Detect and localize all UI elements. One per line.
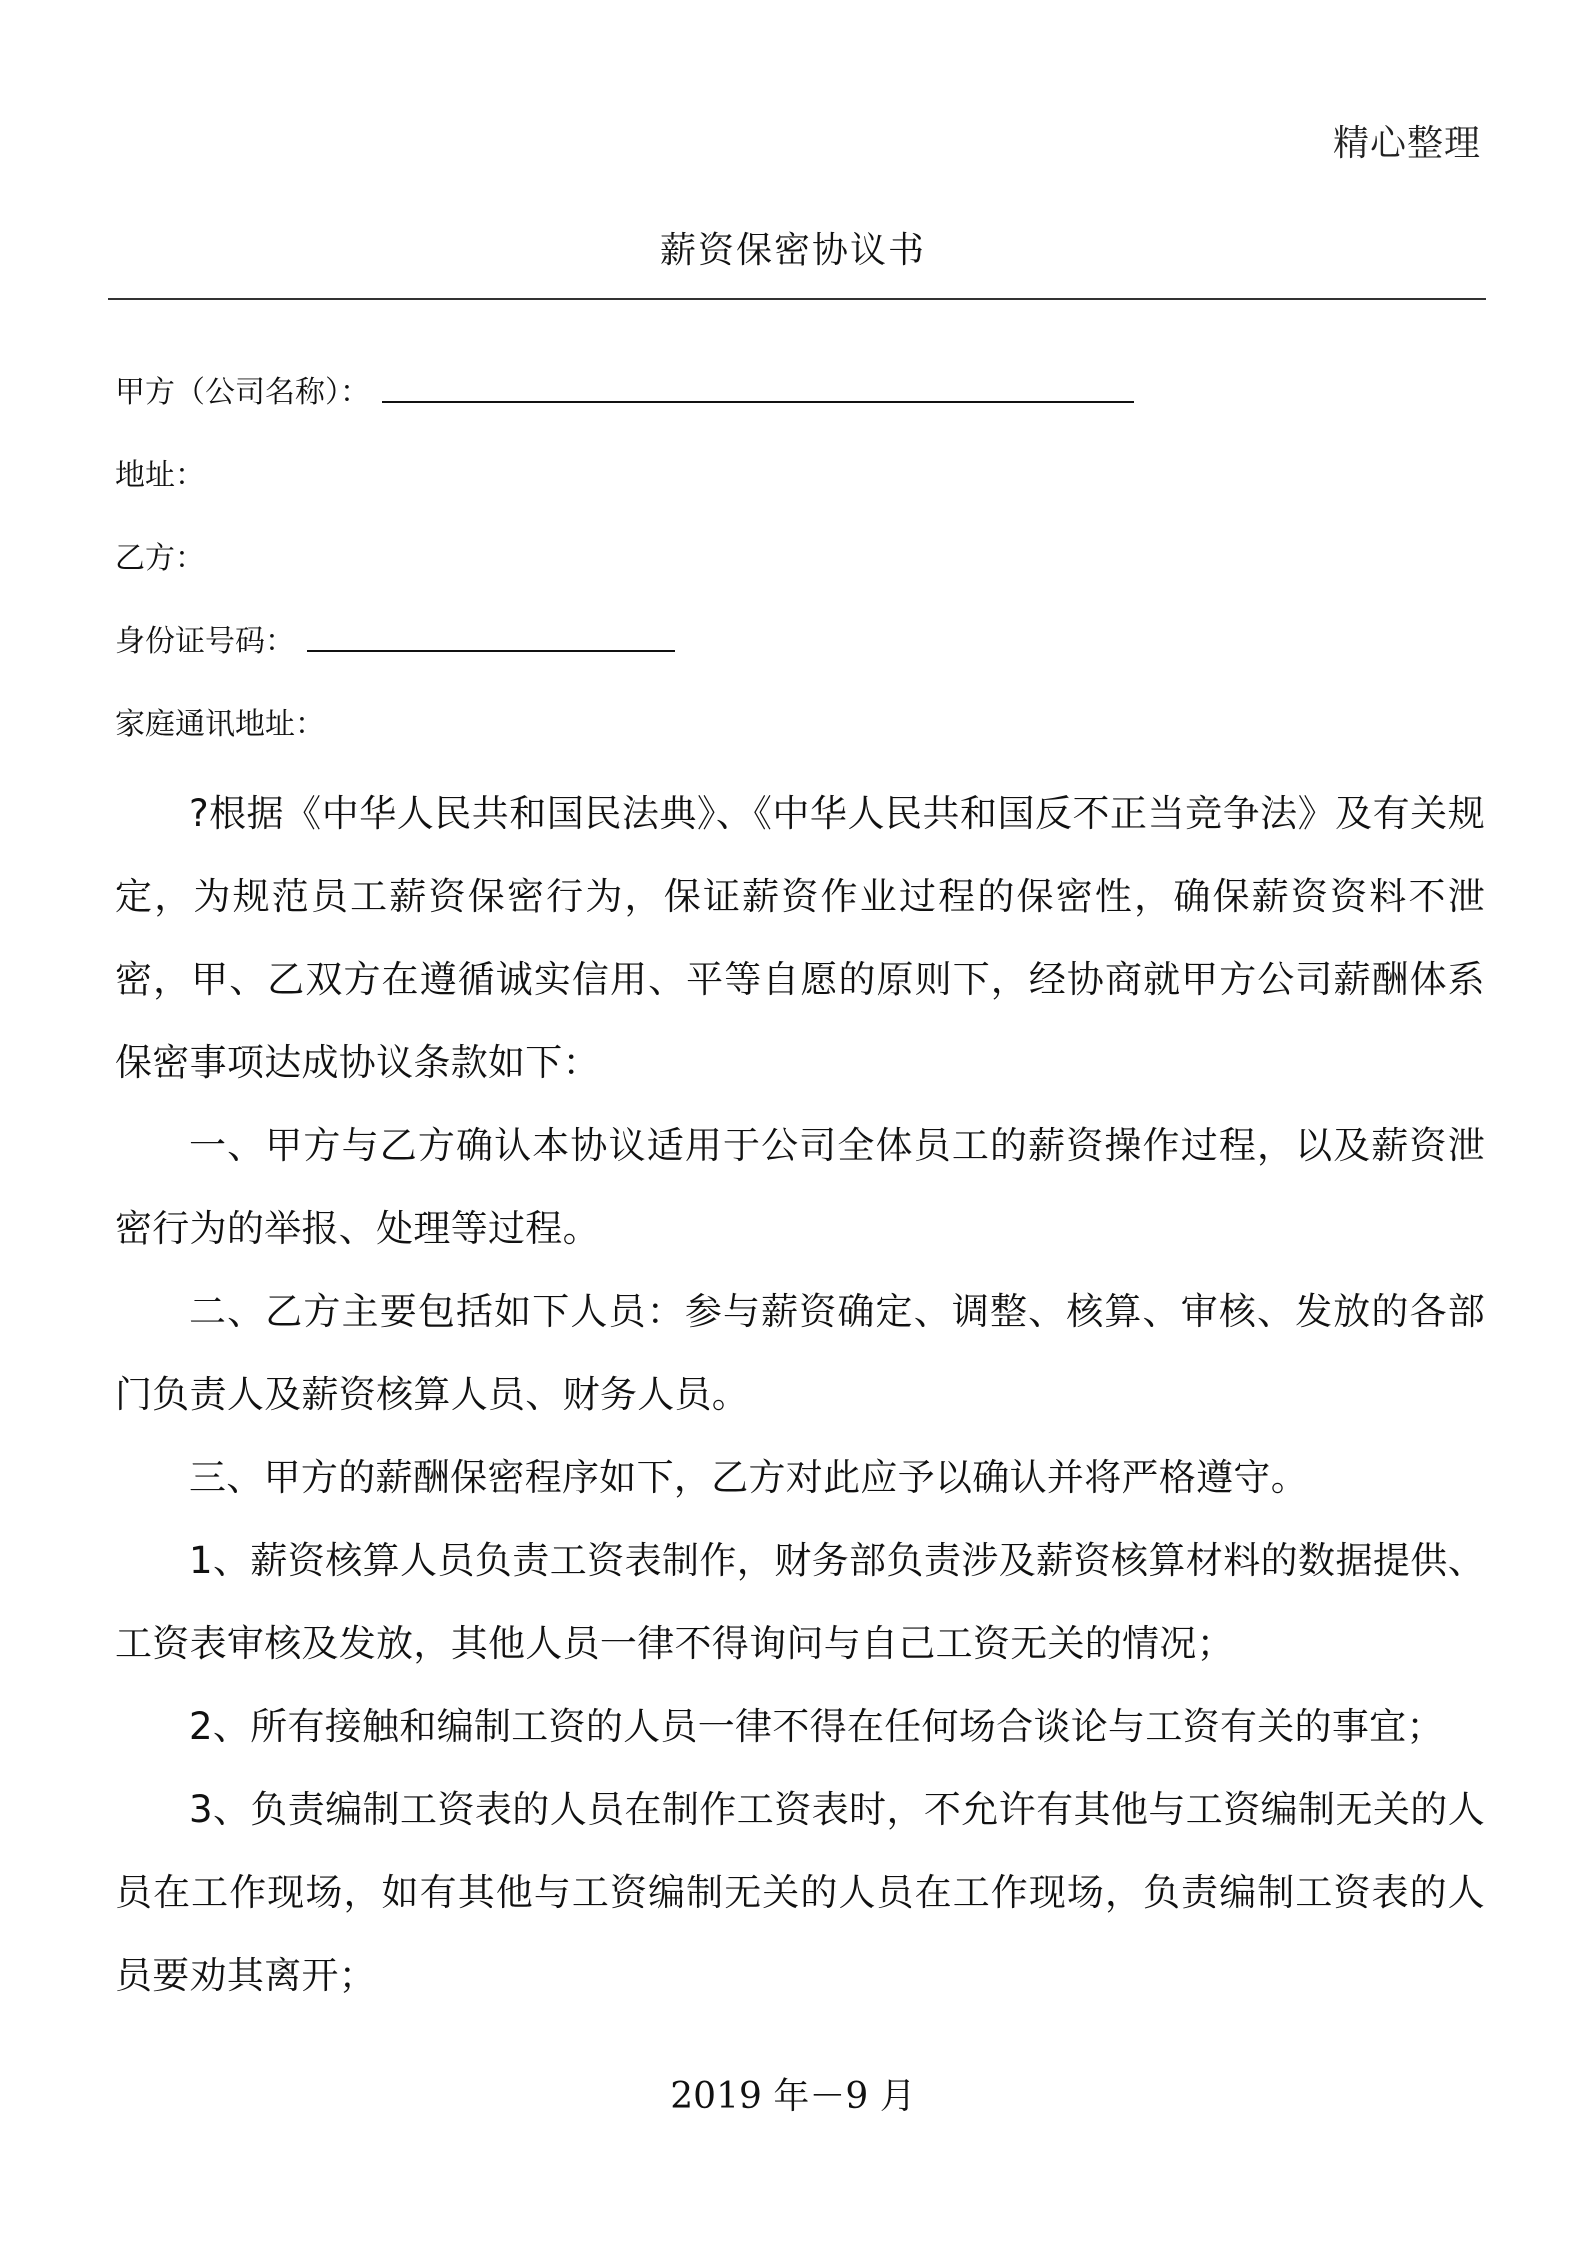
field-party-a <box>115 364 1134 414</box>
field-address-label: 地址： <box>115 458 205 493</box>
field-party-a-label: 甲方（公司名称）： <box>115 375 370 410</box>
title-divider <box>108 298 1486 300</box>
paragraph-item-1: 1、薪资核算人员负责工资表制作，财务部负责涉及薪资核算材料的数据提供、工资表审核及发放，其他人员一律不得询问与自己工资无关的情况； <box>115 1539 1485 1665</box>
field-address <box>115 447 205 497</box>
paragraph-clause-2: 二、乙方主要包括如下人员：参与薪资确定、调整、核算、审核、发放的各部门负责人及薪资核算人员、财务人员。 <box>115 1290 1485 1416</box>
header-tag: 精心整理 <box>1332 123 1481 164</box>
field-party-b <box>115 530 205 580</box>
field-party-b-label: 乙方： <box>115 541 205 576</box>
paragraph-preamble: ?根据《中华人民共和国民法典》、《中华人民共和国反不正当竞争法》及有关规定，为规范员工薪资保密行为，保证薪资作业过程的保密性，确保薪资资料不泄密，甲、乙双方在遵循诚实信用、平等自愿的原则下，经协商就甲方公司薪酬体系保密事项达成协议条款如下： <box>115 792 1485 1084</box>
paragraph-item-2: 2、所有接触和编制工资的人员一律不得在任何场合谈论与工资有关的事宜； <box>189 1705 1444 1748</box>
footer-date: 2019 年－9 月 <box>670 2076 916 2117</box>
document-title: 薪资保密协议书 <box>659 230 926 271</box>
paragraph-clause-3: 三、甲方的薪酬保密程序如下，乙方对此应予以确认并将严格遵守。 <box>189 1456 1308 1499</box>
field-home-address-label: 家庭通讯地址： <box>115 707 325 742</box>
field-id-number-blank-line[interactable] <box>307 650 675 652</box>
field-id-number-label: 身份证号码： <box>115 624 295 659</box>
field-id-number <box>115 613 675 663</box>
paragraph-item-3: 3、负责编制工资表的人员在制作工资表时，不允许有其他与工资编制无关的人员在工作现场，如有其他与工资编制无关的人员在工作现场，负责编制工资表的人员要劝其离开； <box>115 1788 1485 1997</box>
field-party-a-blank-line[interactable] <box>382 401 1134 403</box>
agreement-body <box>115 772 1485 2017</box>
field-home-address <box>115 696 325 746</box>
paragraph-clause-1: 一、甲方与乙方确认本协议适用于公司全体员工的薪资操作过程，以及薪资泄密行为的举报、处理等过程。 <box>115 1124 1485 1250</box>
